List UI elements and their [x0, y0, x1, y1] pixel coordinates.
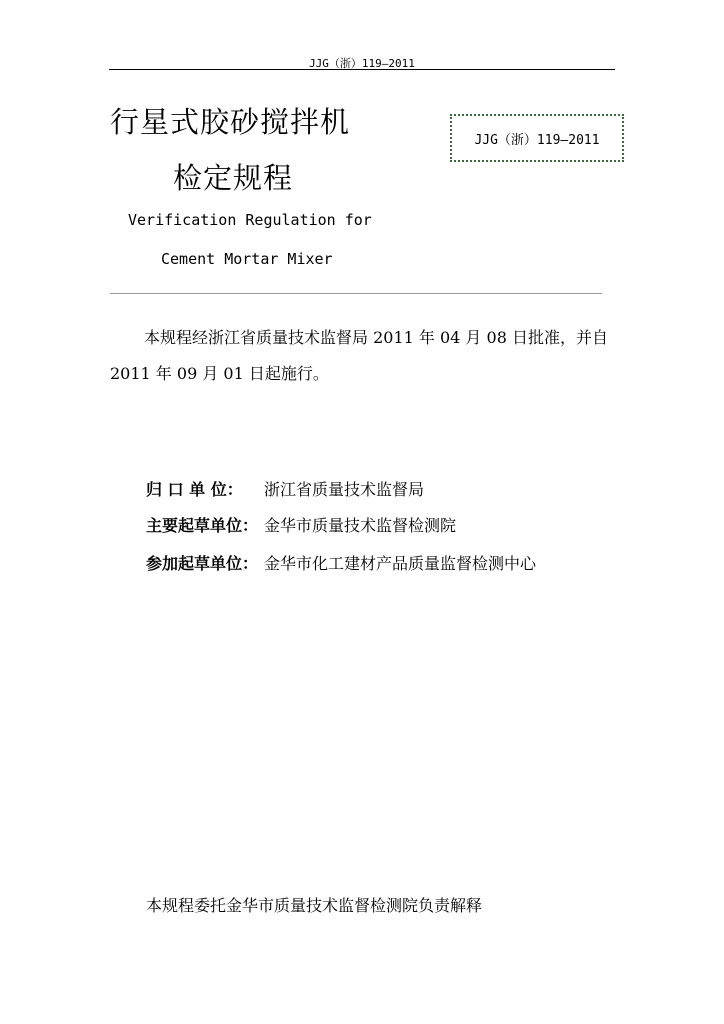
- info-value: 金华市化工建材产品质量监督检测中心: [264, 554, 537, 573]
- interpretation-note: 本规程委托金华市质量技术监督检测院负责解释: [146, 896, 483, 915]
- info-value: 浙江省质量技术监督局: [264, 480, 425, 499]
- english-title-line2: Cement Mortar Mixer: [161, 250, 333, 268]
- header-rule: [109, 69, 615, 70]
- approval-paragraph: [110, 320, 620, 392]
- info-value: 金华市质量技术监督检测院: [264, 516, 457, 535]
- running-header: JJG（浙）119—2011: [309, 57, 415, 70]
- regulation-code: JJG（浙）119—2011: [474, 132, 600, 148]
- info-row-responsible-unit: [146, 477, 424, 500]
- info-label: 参加起草单位：: [146, 554, 259, 573]
- approval-line1: 本规程经浙江省质量技术监督局 2011 年 04 月 08 日批准，并自: [144, 328, 608, 347]
- info-row-main-drafting-unit: [146, 513, 456, 536]
- approval-line2: 2011 年 09 月 01 日起施行。: [110, 364, 329, 383]
- document-subtitle: 检定规程: [173, 161, 294, 195]
- section-divider: [110, 293, 602, 294]
- regulation-code-box: [450, 114, 624, 162]
- info-row-participating-drafting-unit: [146, 551, 536, 574]
- english-title-line1: Verification Regulation for: [128, 211, 372, 229]
- info-label: 归 口 单 位：: [146, 480, 243, 499]
- document-title: 行星式胶砂搅拌机: [110, 105, 351, 139]
- info-label: 主要起草单位：: [146, 516, 259, 535]
